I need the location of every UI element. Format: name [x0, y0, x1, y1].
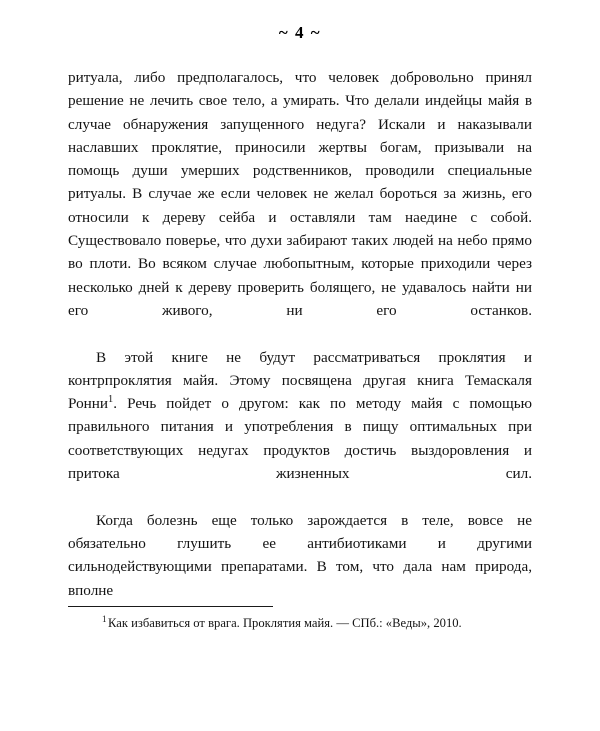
- footnote-reference-marker[interactable]: 1: [108, 394, 114, 406]
- footnote-number: 1: [102, 613, 107, 624]
- footnote-area: [68, 606, 532, 632]
- footnote-entry: [68, 615, 532, 632]
- body-text-block: [68, 66, 532, 625]
- paragraph-2-text-after-footnote-ref: . Речь пойдет о другом: как по методу майя с помощью правильного питания и употребления в пищу оптимальных при соответствующих недугах продуктов достичь выздоровления и притока жизненных сил.: [68, 395, 532, 483]
- body-paragraph-1: ритуала, либо предполагалось, что человек добровольно принял решение не лечить свое тело, а умирать. Что делали индейцы майя в случае обнаружения запущенного недуга? Искали и наказывали наславших проклятие, приносили жертвы богам, призывали на помощь души умерших родственников, проводили специальные ритуалы. В случае же если человек не желал бороться за жизнь, его относили к дереву сейба и оставляли там наедине с собой. Существовало поверье, что духи забирают таких людей на небо прямо во плоти. Во всяком случае любопытным, которые приходили через несколько дней к дереву проверить болящего, не удавалось найти ни его живого, ни его останков.: [68, 69, 532, 319]
- page-number: ~ 4 ~: [278, 23, 322, 42]
- body-paragraph-3: Когда болезнь еще только зарождается в теле, вовсе не обязательно глушить ее антибиотиками и другими сильнодействующими препаратами. В том, что дала нам природа, вполне: [68, 511, 532, 599]
- footnote-separator-rule: [68, 606, 273, 607]
- footnote-citation-text: Как избавиться от врага. Проклятия майя. — СПб.: «Веды», 2010.: [108, 616, 462, 630]
- body-paragraph-2: [68, 346, 532, 509]
- page-header: [0, 24, 600, 41]
- paragraph-2-text-before-footnote-ref: В этой книге не будут рассматриваться проклятия и контрпроклятия майя. Этому посвящена другая книга Темаскаля Ронни: [68, 348, 532, 413]
